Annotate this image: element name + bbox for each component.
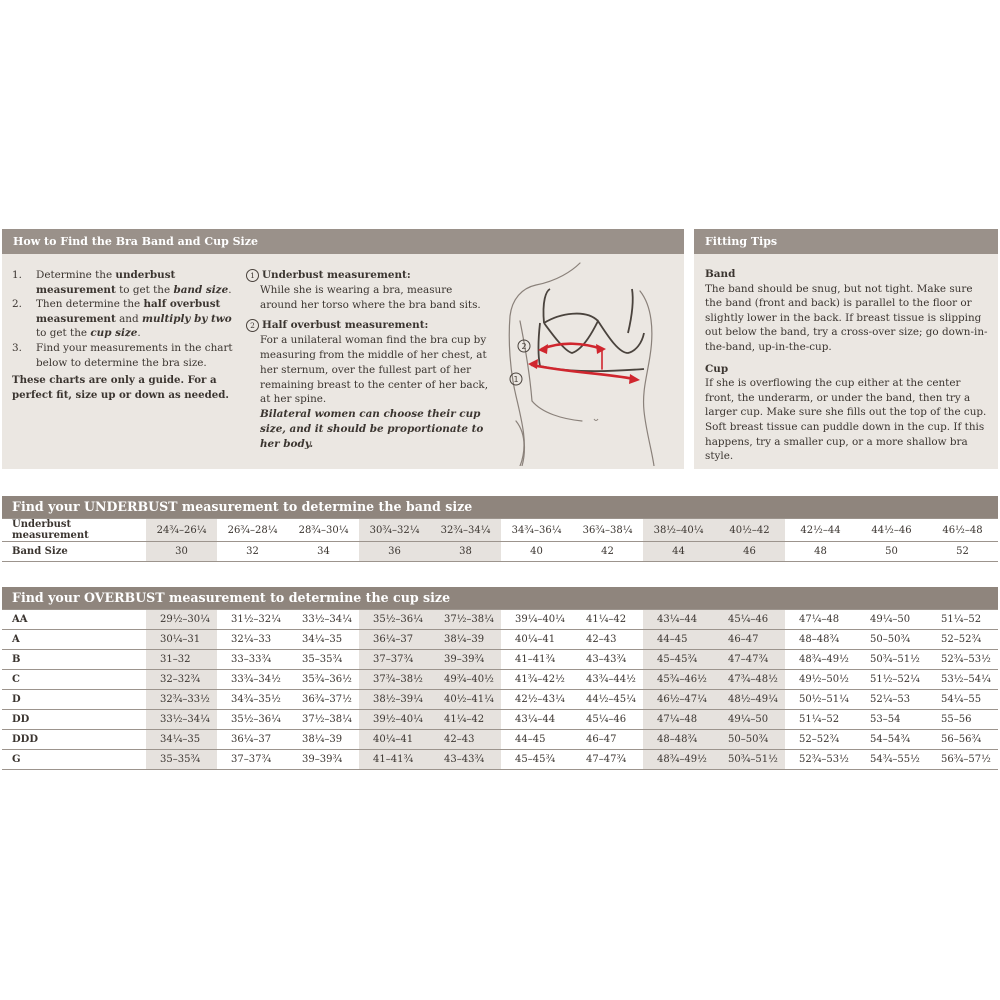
band-size-cell: 34 xyxy=(288,542,359,562)
figure-marker-1-label: 1 xyxy=(513,375,519,384)
overbust-cell: 45¾–46½ xyxy=(643,670,714,690)
overbust-cell: 47–47¾ xyxy=(714,650,785,670)
cup-label: A xyxy=(2,630,146,650)
overbust-cell: 52¾–53½ xyxy=(785,750,856,770)
underbust-table-title: Find your UNDERBUST measurement to determine the band size xyxy=(2,496,998,518)
overbust-cell: 48–48¾ xyxy=(785,630,856,650)
overbust-cell: 50–50¾ xyxy=(714,730,785,750)
guide-note: These charts are only a guide. For a perfect fit, size up or down as needed. xyxy=(12,374,229,402)
band-size-cell: 52 xyxy=(927,542,998,562)
overbust-cell: 33¾–34½ xyxy=(217,670,288,690)
overbust-cell: 47¼–48 xyxy=(785,610,856,630)
torso-illustration xyxy=(502,261,672,466)
overbust-cell: 46–47 xyxy=(714,630,785,650)
overbust-cell: 35½–36¼ xyxy=(359,610,430,630)
overbust-cell: 33–33¾ xyxy=(217,650,288,670)
overbust-cell: 43¼–44 xyxy=(501,710,572,730)
underbust-cell: 38½–40¼ xyxy=(643,519,714,542)
overbust-cell: 44½–45¼ xyxy=(572,690,643,710)
overbust-cell: 29½–30¼ xyxy=(146,610,217,630)
band-tip-heading: Band xyxy=(705,268,736,280)
overbust-cell: 46½–47¼ xyxy=(643,690,714,710)
overbust-cell: 34¼–35 xyxy=(146,730,217,750)
overbust-cell: 45–45¾ xyxy=(501,750,572,770)
overbust-cell: 39–39¾ xyxy=(430,650,501,670)
step-1: 1. Determine the underbust measurement to get the band size. xyxy=(12,269,232,296)
underbust-table-section xyxy=(2,496,998,562)
overbust-cell: 36¼–37 xyxy=(217,730,288,750)
band-size-cell: 32 xyxy=(217,542,288,562)
half-overbust-text: For a unilateral woman find the bra cup by measuring from the middle of her chest, at her sternum, over the fullest part of her remaining breast to the center of her back, at her spine. xyxy=(260,334,489,406)
overbust-cell: 44–45 xyxy=(501,730,572,750)
overbust-cell: 34¼–35 xyxy=(288,630,359,650)
underbust-cell: 42½–44 xyxy=(785,519,856,542)
fitting-tips-title: Fitting Tips xyxy=(694,229,998,254)
half-overbust-arrow xyxy=(542,344,602,349)
overbust-cell: 40¼–41 xyxy=(359,730,430,750)
measurement-instructions xyxy=(246,268,488,452)
overbust-cell: 43–43¾ xyxy=(572,650,643,670)
overbust-table xyxy=(2,609,998,770)
overbust-cell: 52¼–53 xyxy=(856,690,927,710)
overbust-cell: 44–45 xyxy=(643,630,714,650)
overbust-cell: 35–35¾ xyxy=(146,750,217,770)
cup-row xyxy=(2,650,998,670)
overbust-cell: 32¾–33½ xyxy=(146,690,217,710)
underbust-cell: 40½–42 xyxy=(714,519,785,542)
half-overbust-heading: 2 Half overbust measurement: xyxy=(246,318,488,333)
overbust-cell: 39½–40¼ xyxy=(359,710,430,730)
underbust-arrow xyxy=(532,365,634,379)
cup-label: DD xyxy=(2,710,146,730)
underbust-cell: 36¾–38¼ xyxy=(572,519,643,542)
overbust-cell: 34¾–35½ xyxy=(217,690,288,710)
steps-list xyxy=(12,268,240,403)
underbust-cell: 30¾–32¼ xyxy=(359,519,430,542)
overbust-cell: 37–37¾ xyxy=(359,650,430,670)
overbust-cell: 32¼–33 xyxy=(217,630,288,650)
cup-label: D xyxy=(2,690,146,710)
overbust-cell: 42–43 xyxy=(430,730,501,750)
band-size-cell: 46 xyxy=(714,542,785,562)
overbust-cell: 51¼–52 xyxy=(927,610,998,630)
overbust-cell: 47¾–48½ xyxy=(714,670,785,690)
overbust-table-section xyxy=(2,587,998,770)
overbust-cell: 54¾–55½ xyxy=(856,750,927,770)
navel xyxy=(594,419,598,421)
overbust-cell: 37¾–38½ xyxy=(359,670,430,690)
band-size-cell: 30 xyxy=(146,542,217,562)
overbust-cell: 35¾–36½ xyxy=(288,670,359,690)
overbust-cell: 42½–43¼ xyxy=(501,690,572,710)
marker-2-icon: 2 xyxy=(246,319,259,332)
band-size-row xyxy=(2,542,998,562)
underbust-cell: 28¾–30¼ xyxy=(288,519,359,542)
underbust-row xyxy=(2,519,998,542)
overbust-cell: 36¾–37½ xyxy=(288,690,359,710)
overbust-cell: 52¾–53½ xyxy=(927,650,998,670)
overbust-cell: 46–47 xyxy=(572,730,643,750)
step-2: 2. Then determine the half overbust measurement and multiply by two to get the cup size. xyxy=(12,298,232,340)
arm-outline xyxy=(509,263,580,466)
overbust-cell: 50¾–51½ xyxy=(714,750,785,770)
fitting-tips-panel xyxy=(694,229,998,469)
overbust-cell: 45¼–46 xyxy=(714,610,785,630)
overbust-cell: 42–43 xyxy=(572,630,643,650)
overbust-cell: 43–43¾ xyxy=(430,750,501,770)
how-to-title: How to Find the Bra Band and Cup Size xyxy=(2,229,684,254)
overbust-cell: 48½–49¼ xyxy=(714,690,785,710)
band-tip-text: The band should be snug, but not tight. Make sure the band (front and back) is parallel to the floor or slightly lower in the back. If breast tissue is slipping out below the band, try a cross-over size; go down-in-the-band, up-in-the-cup. xyxy=(705,282,988,353)
overbust-cell: 36¼–37 xyxy=(359,630,430,650)
overbust-cell: 41¾–42½ xyxy=(501,670,572,690)
cup-tip-text: If she is overflowing the cup either at the center front, the underarm, or under the band, then try a larger cup. Make sure she fills out the top of the cup. Soft breast tissue can puddle down in the cup. If this happens, try a smaller cup, or a more shallow bra style. xyxy=(705,377,987,463)
overbust-cell: 32–32¾ xyxy=(146,670,217,690)
overbust-cell: 53½–54¼ xyxy=(927,670,998,690)
overbust-cell: 49¼–50 xyxy=(856,610,927,630)
waist-line xyxy=(532,401,582,421)
overbust-cell: 52–52¾ xyxy=(927,630,998,650)
band-size-cell: 50 xyxy=(856,542,927,562)
cup-label: G xyxy=(2,750,146,770)
overbust-cell: 51½–52¼ xyxy=(856,670,927,690)
overbust-cell: 51¼–52 xyxy=(785,710,856,730)
cup-label: C xyxy=(2,670,146,690)
overbust-cell: 41–41¾ xyxy=(359,750,430,770)
overbust-cell: 50–50¾ xyxy=(856,630,927,650)
underbust-cell: 32¾–34¼ xyxy=(430,519,501,542)
overbust-cell: 38¼–39 xyxy=(288,730,359,750)
overbust-cell: 47–47¾ xyxy=(572,750,643,770)
overbust-cell: 52–52¾ xyxy=(785,730,856,750)
overbust-cell: 50½–51¼ xyxy=(785,690,856,710)
overbust-cell: 35–35¾ xyxy=(288,650,359,670)
band-size-cell: 38 xyxy=(430,542,501,562)
overbust-cell: 31½–32¼ xyxy=(217,610,288,630)
cup-row xyxy=(2,750,998,770)
overbust-cell: 54–54¾ xyxy=(856,730,927,750)
bilateral-note: Bilateral women can choose their cup size, and it should be proportionate to her body. xyxy=(260,408,484,450)
underbust-heading: 1 Underbust measurement: xyxy=(246,268,488,283)
band-size-cell: 36 xyxy=(359,542,430,562)
overbust-cell: 47¼–48 xyxy=(643,710,714,730)
underbust-cell: 26¾–28¼ xyxy=(217,519,288,542)
overbust-cell: 49¼–50 xyxy=(714,710,785,730)
how-to-panel xyxy=(2,229,684,469)
overbust-cell: 39¼–40¼ xyxy=(501,610,572,630)
overbust-cell: 48¾–49½ xyxy=(785,650,856,670)
cup-label: B xyxy=(2,650,146,670)
overbust-cell: 48–48¾ xyxy=(643,730,714,750)
overbust-cell: 37½–38¼ xyxy=(430,610,501,630)
overbust-cell: 43¼–44 xyxy=(643,610,714,630)
overbust-cell: 45–45¾ xyxy=(643,650,714,670)
cup-row xyxy=(2,730,998,750)
cup-row xyxy=(2,610,998,630)
overbust-cell: 40¼–41 xyxy=(501,630,572,650)
overbust-cell: 56–56¾ xyxy=(927,730,998,750)
overbust-cell: 30¼–31 xyxy=(146,630,217,650)
arm-inner xyxy=(520,321,532,401)
figure-marker-2-label: 2 xyxy=(521,342,527,351)
band-size-cell: 48 xyxy=(785,542,856,562)
band-size-cell: 42 xyxy=(572,542,643,562)
overbust-cell: 31–32 xyxy=(146,650,217,670)
cup-row xyxy=(2,670,998,690)
overbust-cell: 39–39¾ xyxy=(288,750,359,770)
cup-label: DDD xyxy=(2,730,146,750)
cup-row xyxy=(2,710,998,730)
overbust-cell: 48¾–49½ xyxy=(643,750,714,770)
overbust-table-title: Find your OVERBUST measurement to determine the cup size xyxy=(2,587,998,609)
overbust-cell: 49½–50½ xyxy=(785,670,856,690)
underbust-text: While she is wearing a bra, measure around her torso where the bra band sits. xyxy=(260,283,481,311)
cup-row xyxy=(2,630,998,650)
overbust-cell: 41–41¾ xyxy=(501,650,572,670)
cup-row xyxy=(2,690,998,710)
overbust-cell: 37½–38¼ xyxy=(288,710,359,730)
overbust-cell: 55–56 xyxy=(927,710,998,730)
underbust-cell: 24¾–26¼ xyxy=(146,519,217,542)
overbust-cell: 37–37¾ xyxy=(217,750,288,770)
overbust-cell: 33½–34¼ xyxy=(288,610,359,630)
underbust-cell: 46½–48 xyxy=(927,519,998,542)
row-label: Band Size xyxy=(2,542,146,562)
overbust-cell: 38½–39¼ xyxy=(359,690,430,710)
overbust-cell: 53–54 xyxy=(856,710,927,730)
overbust-cell: 56¾–57½ xyxy=(927,750,998,770)
overbust-cell: 33½–34¼ xyxy=(146,710,217,730)
bra-outline xyxy=(539,289,645,371)
row-label: Underbust measurement xyxy=(2,519,146,542)
underbust-cell: 34¾–36¼ xyxy=(501,519,572,542)
cup-tip-heading: Cup xyxy=(705,362,729,375)
overbust-cell: 41¼–42 xyxy=(430,710,501,730)
step-3: 3. Find your measurements in the chart below to determine the bra size. xyxy=(12,341,233,369)
band-size-cell: 44 xyxy=(643,542,714,562)
overbust-cell: 41¼–42 xyxy=(572,610,643,630)
overbust-cell: 54¼–55 xyxy=(927,690,998,710)
cup-label: AA xyxy=(2,610,146,630)
underbust-table xyxy=(2,518,998,562)
overbust-cell: 35½–36¼ xyxy=(217,710,288,730)
underbust-cell: 44½–46 xyxy=(856,519,927,542)
overbust-cell: 40½–41¼ xyxy=(430,690,501,710)
band-size-cell: 40 xyxy=(501,542,572,562)
overbust-cell: 45¼–46 xyxy=(572,710,643,730)
torso-right xyxy=(640,291,654,466)
overbust-cell: 49¾–40½ xyxy=(430,670,501,690)
overbust-cell: 43¾–44½ xyxy=(572,670,643,690)
fitting-tips-body xyxy=(705,267,990,464)
overbust-cell: 38¼–39 xyxy=(430,630,501,650)
overbust-cell: 50¾–51½ xyxy=(856,650,927,670)
marker-1-icon: 1 xyxy=(246,269,259,282)
